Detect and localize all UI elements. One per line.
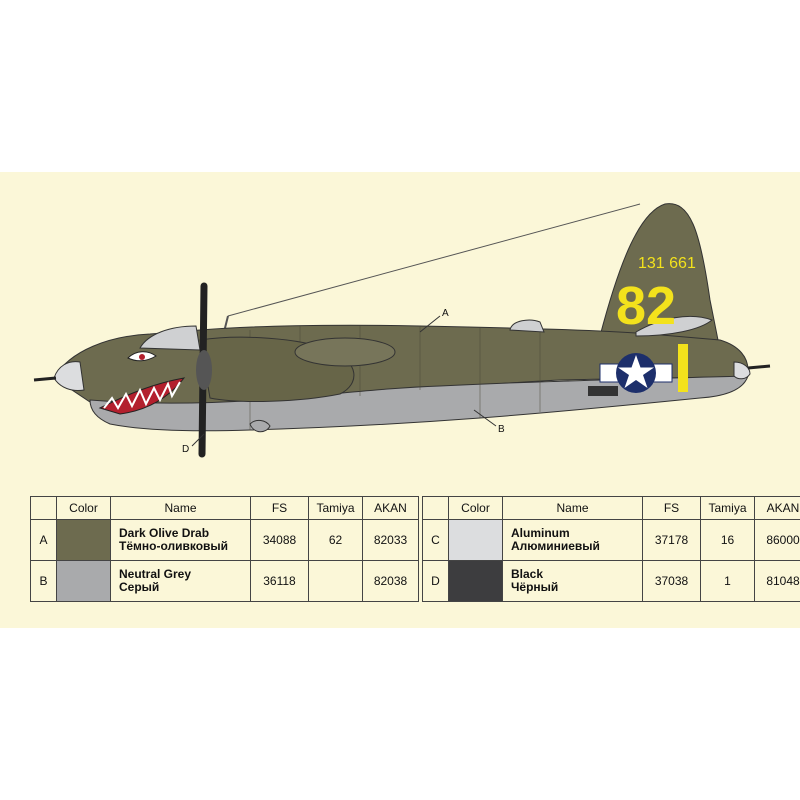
color-letter: B [31,561,57,602]
cockpit-canopy [140,326,200,350]
tail-code: 82 [616,276,677,336]
legend-header-row [31,497,800,520]
antenna-wire [228,204,640,316]
callout-b: B [498,424,505,435]
header-name: Name [111,497,251,520]
header-tamiya: Tamiya [701,497,755,520]
tail-serial: 131 661 [638,255,696,272]
akan-code: 81048 [755,561,800,602]
color-swatch [57,520,110,560]
color-letter: D [423,561,449,602]
header-name: Name [503,497,643,520]
akan-code: 82033 [363,520,419,561]
callout-a: A [442,308,449,319]
color-name: Dark Olive Drab Тёмно-оливковый [111,520,251,561]
paint-legend-table [30,496,800,602]
header-fs: FS [251,497,309,520]
color-letter: C [423,520,449,561]
tamiya-code: 1 [701,561,755,602]
fs-code: 34088 [251,520,309,561]
color-name: Aluminum Алюминиевый [503,520,643,561]
color-name: Neutral Grey Серый [111,561,251,602]
color-swatch [57,561,110,601]
header-tamiya: Tamiya [309,497,363,520]
color-swatch [449,520,502,560]
callout-d: D [182,444,190,455]
akan-code: 86000 [755,520,800,561]
color-swatch [449,561,502,601]
aircraft-profile-illustration [0,180,800,460]
tamiya-code: 62 [309,520,363,561]
color-letter: A [31,520,57,561]
header-fs: FS [643,497,701,520]
tail-stripe [678,344,688,392]
tamiya-code [309,561,363,602]
fs-code: 36118 [251,561,309,602]
header-akan: AKAN [755,497,800,520]
header-color: Color [449,497,503,520]
tamiya-code: 16 [701,520,755,561]
nose-glazing [54,362,84,391]
header-color: Color [57,497,111,520]
fs-code: 37178 [643,520,701,561]
legend-row [31,520,800,561]
fs-code: 37038 [643,561,701,602]
legend-row [31,561,800,602]
color-name: Black Чёрный [503,561,643,602]
akan-code: 82038 [363,561,419,602]
header-akan: AKAN [363,497,419,520]
